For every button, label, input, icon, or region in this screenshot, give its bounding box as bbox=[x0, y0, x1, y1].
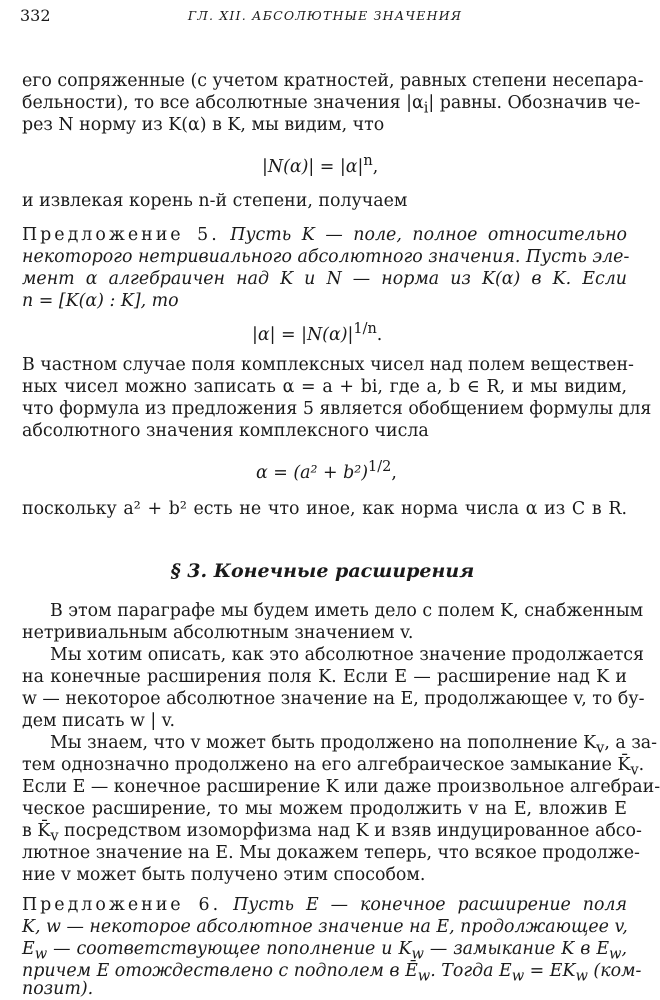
para3-line3: что формула из предложения 5 является обобщением формулы для bbox=[22, 399, 652, 419]
para7-line7: ние v может быть получено этим способом. bbox=[22, 865, 426, 885]
para1-line3: рез N норму из K(α) в K, мы видим, что bbox=[22, 115, 385, 135]
para3-line1: В частном случае поля комплексных чисел над полем веществен- bbox=[22, 355, 634, 375]
prop6-line1: Предложение 6. Пусть E — конечное расширение поля bbox=[22, 895, 628, 915]
para6-line3: w — некоторое абсолютное значение на E, продолжающее v, то бу- bbox=[22, 689, 645, 709]
para6-line4: дем писать w | v. bbox=[22, 711, 176, 731]
prop6-line2: K, w — некоторое абсолютное значение на E, продолжающее v, bbox=[22, 917, 628, 937]
prop6-line5: позит). bbox=[22, 979, 94, 999]
prop6-line3: $E_w$ — соответствующее пополнение и $K_w$ — замыкание K в $E_w$, bbox=[22, 939, 627, 963]
para6-line2: на конечные расширения поля K. Если E — расширение над K и bbox=[22, 667, 627, 687]
para2-line: и извлекая корень n-й степени, получаем bbox=[22, 191, 408, 211]
para1-line2: бельности), то все абсолютные значения $|\alpha_i|$ равны. Обозначив че- bbox=[22, 93, 641, 117]
para5-line2: нетривиальным абсолютным значением v. bbox=[22, 623, 414, 643]
prop5-line1: Предложение 5. Пусть K — поле, полное относительно bbox=[22, 225, 628, 245]
para5-line1: В этом параграфе мы будем иметь дело с полем K, снабженным bbox=[50, 601, 644, 621]
para4-line: поскольку a² + b² есть не что иное, как норма числа α из C в R. bbox=[22, 499, 627, 519]
formula-norm-abs: $|N(\alpha)| = |\alpha|^n$, bbox=[262, 153, 379, 177]
para7-line3: Если E — конечное расширение K или даже произвольное алгебраи- bbox=[22, 777, 660, 797]
para7-line5: в $K̄_v$ посредством изоморфизма над K и взяв индуцированное абсо- bbox=[22, 821, 642, 845]
para7-line4: ческое расширение, то мы можем продолжить v на E, вложив E bbox=[22, 799, 627, 819]
para3-line2: ных чисел можно записать α = a + bi, где a, b ∈ R, и мы видим, bbox=[22, 377, 627, 397]
prop5-line2: некоторого нетривиального абсолютного значения. Пусть эле- bbox=[22, 247, 630, 267]
running-title: ГЛ. XII. АБСОЛЮТНЫЕ ЗНАЧЕНИЯ bbox=[187, 8, 463, 23]
prop5-line4: n = [K(α) : K], то bbox=[22, 291, 179, 311]
para7-line2: тем однозначно продолжено на его алгебраическое замыкание $K̄_v$. bbox=[22, 755, 645, 779]
para7-line1: Мы знаем, что v может быть продолжено на пополнение $K_v$, а за- bbox=[50, 733, 658, 757]
para1-line1: его сопряженные (с учетом кратностей, равных степени несепара- bbox=[22, 71, 644, 91]
prop5-line3: мент α алгебраичен над K и N — норма из K(α) в K. Если bbox=[22, 269, 627, 289]
section-heading: § 3. Конечные расширения bbox=[170, 560, 475, 582]
para3-line4: абсолютного значения комплексного числа bbox=[22, 421, 429, 441]
page-number: 332 bbox=[20, 6, 51, 25]
page-header bbox=[20, 6, 630, 28]
prop6-line4: причем E отождествлено с подполем в $Ē_w$. Тогда $E_w = EK_w$ (ком- bbox=[22, 961, 642, 985]
formula-complex-abs: $\alpha = (a^2 + b^2)^{1/2}$, bbox=[256, 459, 397, 483]
para6-line1: Мы хотим описать, как это абсолютное значение продолжается bbox=[50, 645, 644, 665]
formula-prop5: $|\alpha| = |N(\alpha)|^{1/n}$. bbox=[252, 321, 383, 345]
para7-line6: лютное значение на E. Мы докажем теперь, что всякое продолже- bbox=[22, 843, 640, 863]
